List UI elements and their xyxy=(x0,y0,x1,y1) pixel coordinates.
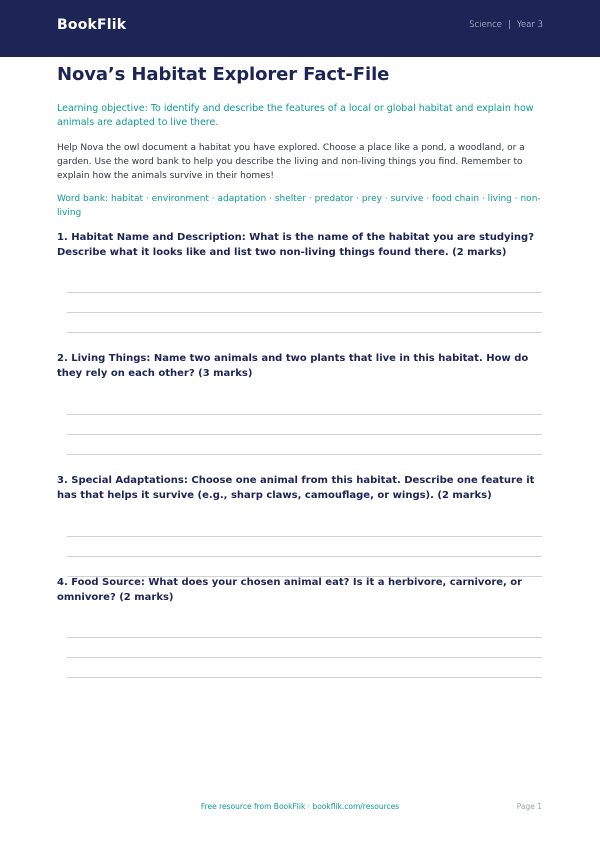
footer-resource-link[interactable]: Free resource from BookFlik · bookflik.com/resources xyxy=(200,802,400,811)
subject-label: Science xyxy=(469,19,503,30)
answer-line[interactable] xyxy=(67,657,542,658)
year-label: Year 3 xyxy=(516,19,543,30)
answer-line[interactable] xyxy=(67,637,542,638)
page-footer xyxy=(0,802,600,814)
answer-line[interactable] xyxy=(67,332,542,333)
answer-line[interactable] xyxy=(67,414,542,415)
question-text: 2. Living Things: Name two animals and two plants that live in this habitat. How do they rely on each other? (3 marks) xyxy=(57,353,529,379)
meta-separator: | xyxy=(508,19,511,30)
answer-line[interactable] xyxy=(67,556,542,557)
answer-line[interactable] xyxy=(67,536,542,537)
answer-line[interactable] xyxy=(67,312,542,313)
question-2 xyxy=(57,351,543,381)
brand-logo[interactable]: BookFlik xyxy=(57,16,127,33)
answer-line[interactable] xyxy=(67,454,542,455)
answer-line[interactable] xyxy=(67,677,542,678)
question-text: 1. Habitat Name and Description: What is the name of the habitat you are studying? Describe what it looks like and list two non-living things found there. (2 marks) xyxy=(57,232,535,258)
subject-year xyxy=(469,20,543,30)
page-number: Page 1 xyxy=(516,802,542,811)
question-3 xyxy=(57,473,543,503)
page-title: Nova’s Habitat Explorer Fact-File xyxy=(57,64,390,85)
question-text: 3. Special Adaptations: Choose one animal from this habitat. Describe one feature it has that helps it survive (e.g., sharp claws, camouflage, or wings). (2 marks) xyxy=(57,475,535,501)
instructions: Help Nova the owl document a habitat you have explored. Choose a place like a pond, a woodland, or a garden. Use the word bank to help you describe the living and non-living things you find. Remember to explain how the animals survive in their homes! xyxy=(57,143,525,181)
page-header xyxy=(0,0,600,57)
question-text: 4. Food Source: What does your chosen animal eat? Is it a herbivore, carnivore, or omnivore? (2 marks) xyxy=(57,577,523,603)
question-4 xyxy=(57,575,543,605)
word-bank: Word bank: habitat · environment · adaptation · shelter · predator · prey · survive · food chain · living · non-living xyxy=(57,194,541,218)
answer-line[interactable] xyxy=(67,292,542,293)
intro-section xyxy=(57,63,543,220)
answer-line[interactable] xyxy=(67,434,542,435)
learning-objective: Learning objective: To identify and describe the features of a local or global habitat and explain how animals are adapted to live there. xyxy=(57,103,534,128)
question-1 xyxy=(57,230,543,260)
